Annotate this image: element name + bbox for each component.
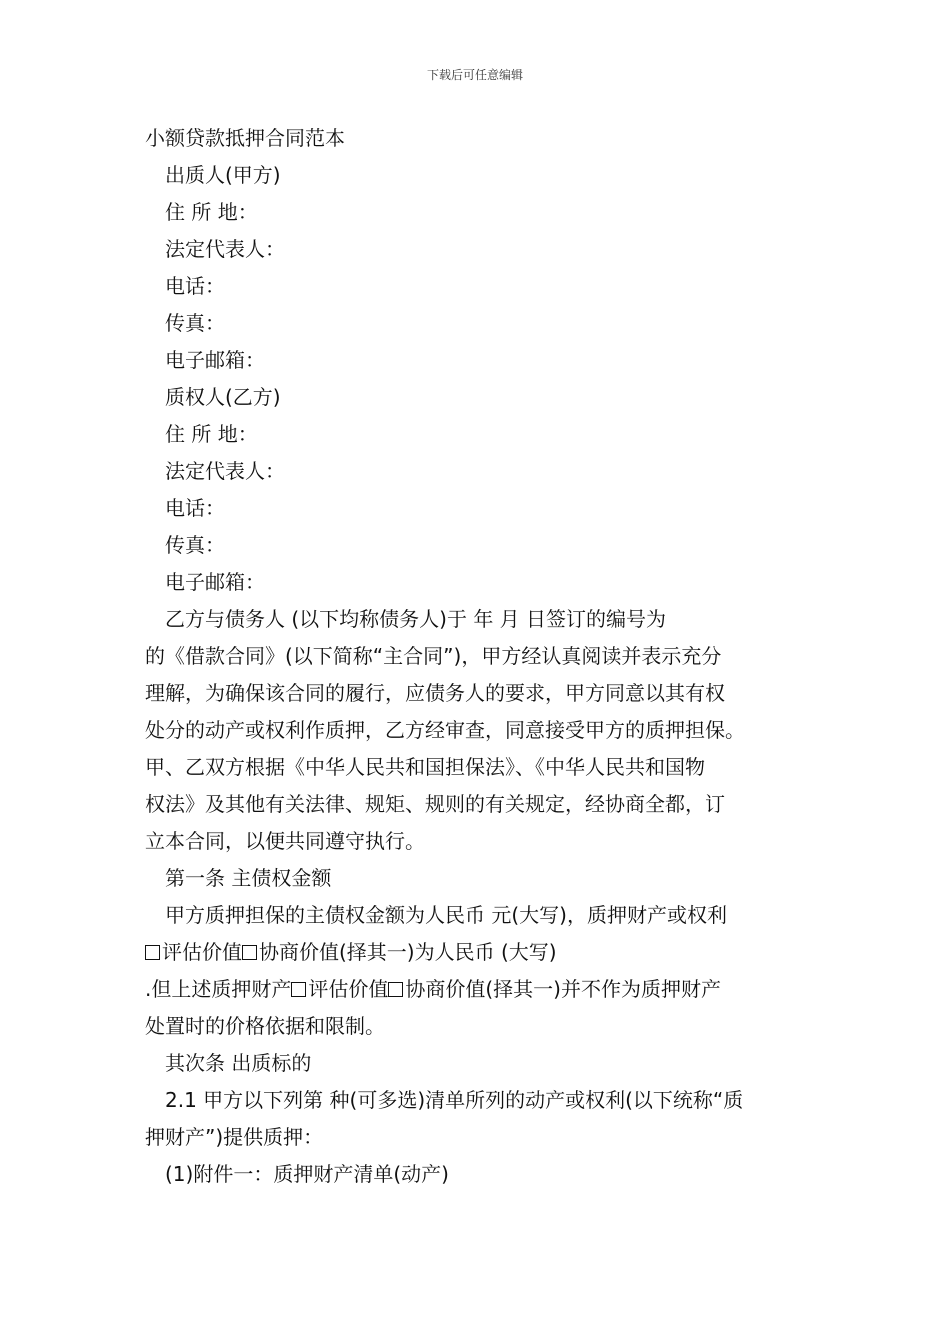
checkbox-icon: [145, 945, 160, 960]
party-b-fax: 传真：: [165, 533, 225, 557]
article-2-line: 2.1 甲方以下列第 种(可多选)清单所列的动产或权利(以下统称“质: [165, 1088, 744, 1112]
preamble-line: 甲、乙双方根据《中华人民共和国担保法》、《中华人民共和国物: [145, 755, 705, 779]
checkbox-icon: [242, 945, 257, 960]
article-2-heading: 其次条 出质标的: [165, 1051, 312, 1075]
preamble-line: 处分的动产或权利作质押，乙方经审查，同意接受甲方的质押担保。: [145, 718, 745, 742]
party-a-legal-rep: 法定代表人：: [165, 237, 285, 261]
preamble-line: 的《借款合同》(以下简称“主合同”)，甲方经认真阅读并表示充分: [145, 644, 722, 668]
checkbox-icon: [388, 982, 403, 997]
checkbox-icon: [291, 982, 306, 997]
party-a-phone: 电话：: [165, 274, 225, 298]
article-1-text: 协商价值(择其一)为人民币 (大写): [259, 940, 557, 964]
article-1-line: [145, 934, 813, 971]
article-1-text: 评估价值: [162, 940, 242, 964]
article-1-line: 甲方质押担保的主债权金额为人民币 元(大写)，质押财产或权利: [165, 903, 727, 927]
party-b-phone: 电话：: [165, 496, 225, 520]
party-a-heading: 出质人(甲方): [165, 163, 281, 187]
article-1-line: [145, 971, 813, 1008]
document-title: 小额贷款抵押合同范本: [145, 126, 345, 150]
party-a-email: 电子邮箱：: [165, 348, 265, 372]
article-1-text: 评估价值: [308, 977, 389, 1001]
preamble-line: 权法》及其他有关法律、规矩、规则的有关规定，经协商全都，订: [145, 792, 725, 816]
party-a-fax: 传真：: [165, 311, 225, 335]
article-2-line: (1)附件一：质押财产清单(动产): [165, 1162, 449, 1186]
party-b-address: 住 所 地：: [165, 422, 258, 446]
party-a-address: 住 所 地：: [165, 200, 258, 224]
header-note: 下载后可任意编辑: [426, 68, 523, 82]
preamble-line: 立本合同，以便共同遵守执行。: [145, 829, 425, 853]
party-b-email: 电子邮箱：: [165, 570, 265, 594]
preamble-line: 理解，为确保该合同的履行，应债务人的要求，甲方同意以其有权: [145, 681, 725, 705]
article-2-line: 押财产”)提供质押：: [145, 1125, 324, 1149]
party-b-heading: 质权人(乙方): [165, 385, 281, 409]
article-1-text: .但上述质押财产: [145, 977, 292, 1001]
preamble-line: 乙方与债务人 (以下均称债务人)于 年 月 日签订的编号为: [165, 607, 667, 631]
article-1-line: 处置时的价格依据和限制。: [145, 1014, 385, 1038]
document-body: [145, 120, 813, 1193]
article-1-heading: 第一条 主债权金额: [165, 866, 332, 890]
party-b-legal-rep: 法定代表人：: [165, 459, 285, 483]
article-1-text: 协商价值(择其一)并不作为质押财产: [405, 977, 721, 1001]
